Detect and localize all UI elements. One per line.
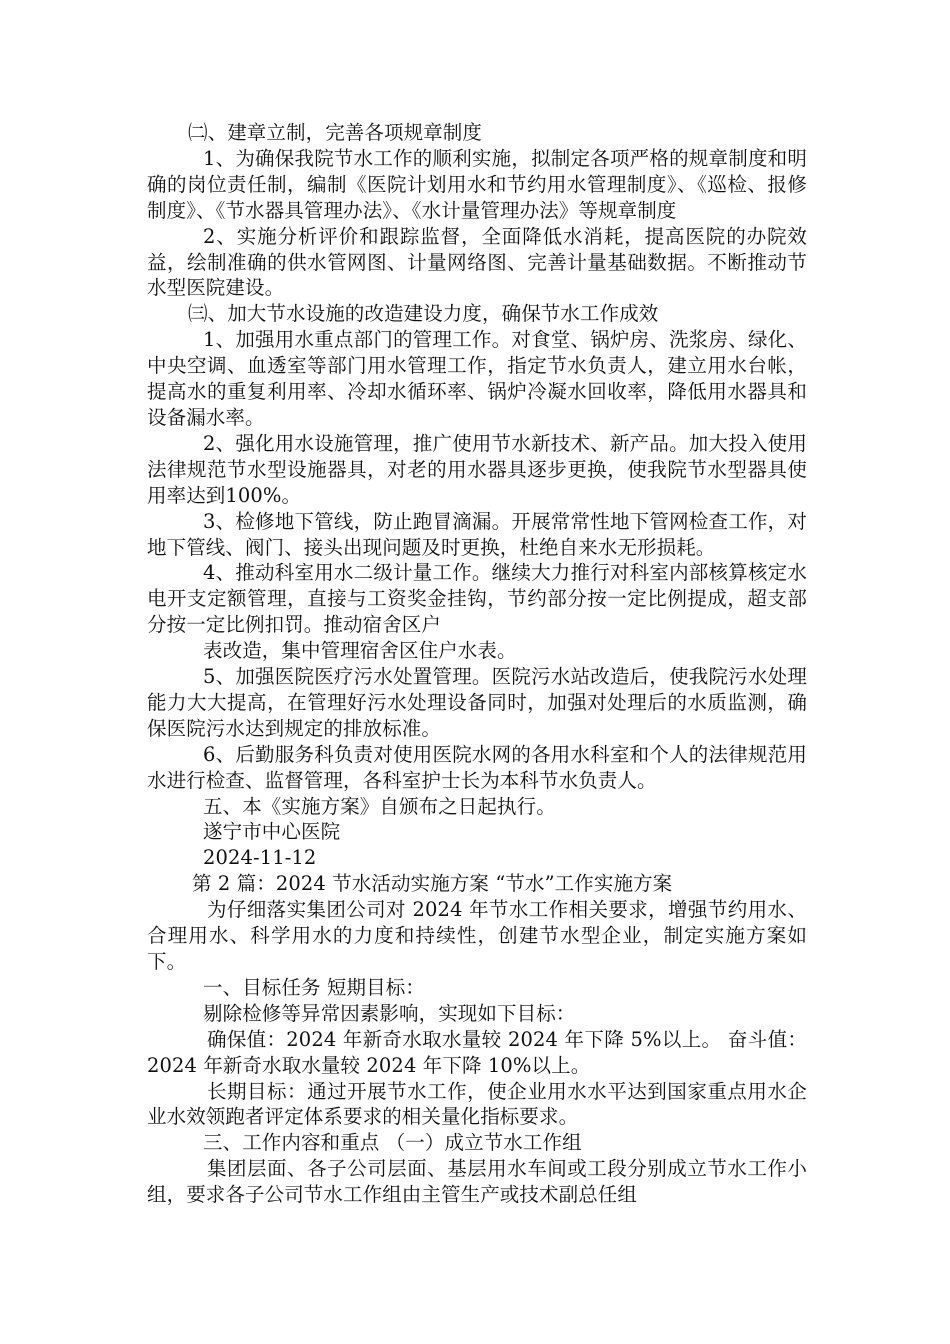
signature-organization: 遂宁市中心医院 xyxy=(203,820,341,844)
paragraph-long-term-goal: 长期目标：通过开展节水工作，使企业用水水平达到国家重点用水企业水效领跑者评定体系要求的相关量化指标要求。 xyxy=(147,1079,807,1129)
paragraph-facilities-5: 5、加强医院医疗污水处置管理。医院污水站改造后，使我院污水处理能力大大提高，在管理好污水处理设备同时，加强对处理后的水质监测，确保医院污水达到规定的排放标准。 xyxy=(147,665,807,740)
article-2-title: 第 2 篇：2024 节水活动实施方案 “节水”工作实施方案 xyxy=(192,872,673,896)
section-heading-2: ㈡、建章立制，完善各项规章制度 xyxy=(188,121,483,144)
paragraph-facilities-3: 3、检修地下管线，防止跑冒滴漏。开展常常性地下管网检查工作，对地下管线、阀门、接头出现问题及时更换，杜绝自来水无形损耗。 xyxy=(147,509,807,559)
paragraph-work-group: 集团层面、各子公司层面、基层用水车间或工段分别成立节水工作小组，要求各子公司节水工作组由主管生产或技术副总任组 xyxy=(147,1157,807,1207)
paragraph-facilities-6: 6、后勤服务科负责对使用医院水网的各用水科室和个人的法律规范用水进行检查、监督管理，各科室护士长为本科节水负责人。 xyxy=(147,742,807,792)
paragraph-regulations-1: 1、为确保我院节水工作的顺利实施，拟制定各项严格的规章制度和明确的岗位责任制，编制《医院计划用水和节约用水管理制度》、《巡检、报修制度》、《节水器具管理办法》、《水计量管理办法》等规章制度 xyxy=(147,146,807,222)
section-heading-5: 五、本《实施方案》自颁布之日起执行。 xyxy=(203,794,556,818)
paragraph-goals-intro: 剔除检修等异常因素影响，实现如下目标： xyxy=(203,1001,576,1025)
paragraph-guarantee-value: 确保值：2024 年新奇水取水量较 2024 年下降 5%以上。 奋斗值：2024 年新奇水取水量较 2024 年下降 10%以上。 xyxy=(147,1027,807,1077)
section-heading-3: ㈢、加大节水设施的改造建设力度，确保节水工作成效 xyxy=(188,302,659,326)
paragraph-facilities-1: 1、加强用水重点部门的管理工作。对食堂、锅炉房、洗浆房、绿化、中央空调、血透室等部门用水管理工作，指定节水负责人，建立用水台帐，提高水的重复利用率、冷却水循环率、锅炉冷凝水回收率，降低用水器具和设备漏水率。 xyxy=(147,328,807,429)
paragraph-intro: 为仔细落实集团公司对 2024 年节水工作相关要求，增强节约用水、合理用水、科学用水的力度和持续性，创建节水型企业，制定实施方案如下。 xyxy=(147,898,807,973)
heading-goals: 一、目标任务 短期目标： xyxy=(203,975,425,999)
paragraph-facilities-4: 4、推动科室用水二级计量工作。继续大力推行对科室内部核算核定水电开支定额管理，直接与工资奖金挂钩，节约部分按一定比例提成，超支部分按一定比例扣罚。推动宿舍区户 xyxy=(147,561,807,637)
paragraph-facilities-2: 2、强化用水设施管理，推广使用节水新技术、新产品。加大投入使用法律规范节水型设施器具，对老的用水器具逐步更换，使我院节水型器具使用率达到100%。 xyxy=(147,431,807,507)
document-page xyxy=(147,120,807,1208)
paragraph-facilities-4-continued: 表改造，集中管理宿舍区住户水表。 xyxy=(203,639,517,663)
heading-work-content: 三、工作内容和重点 （一）成立节水工作组 xyxy=(203,1131,582,1155)
signature-date: 2024-11-12 xyxy=(203,846,317,870)
paragraph-regulations-2: 2、实施分析评价和跟踪监督，全面降低水消耗，提高医院的办院效益，绘制准确的供水管网图、计量网络图、完善计量基础数据。不断推动节水型医院建设。 xyxy=(147,224,807,300)
